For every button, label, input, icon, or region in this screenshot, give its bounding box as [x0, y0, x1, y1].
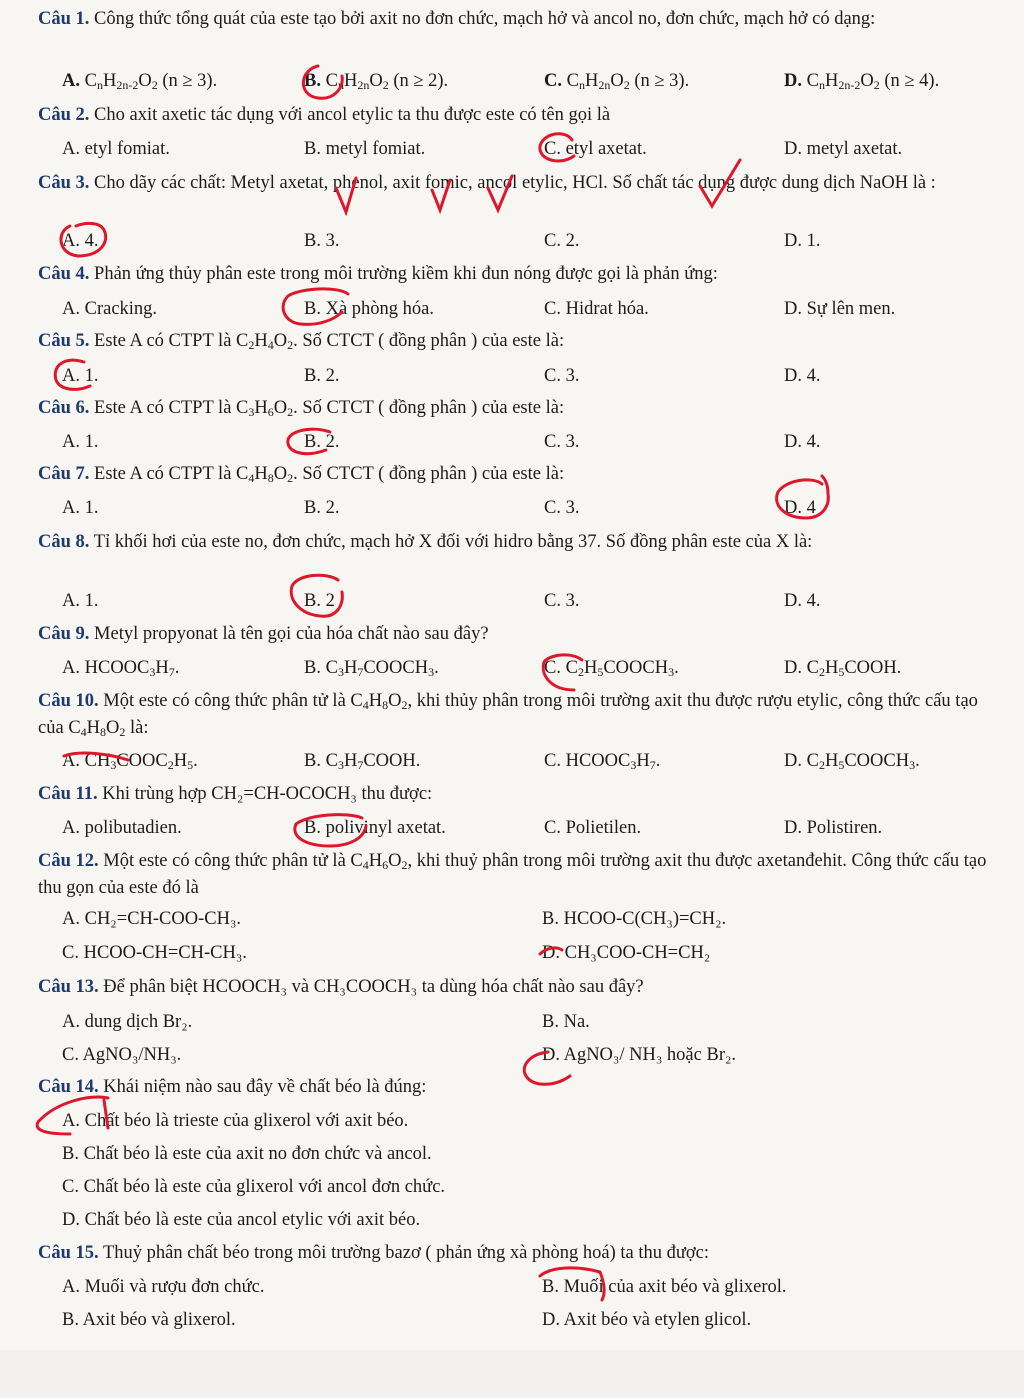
question-12: Câu 12. Một este có công thức phân tử là $C_4H_6O_2$, khi thuỷ phân trong môi trường axit thu được axetanđehit. Công thức cấu tạo thu gọn của este đó là	[38, 851, 987, 898]
question-10-options	[62, 746, 1002, 776]
question-13-options-ab	[62, 1007, 1002, 1037]
question-5: Câu 5. Este A có CTPT là $C_2H_4O_2$. Số CTCT ( đồng phân ) của este là:	[38, 331, 565, 352]
option-d[interactable]: D. 4.	[784, 432, 821, 452]
option-b[interactable]: B. $C_3H_7COOH$.	[304, 751, 421, 772]
option-b[interactable]: B. Chất béo là este của axit no đơn chức và ancol.	[62, 1144, 432, 1164]
option-b[interactable]: B. 2.	[304, 366, 340, 386]
question-1: Câu 1. Công thức tổng quát của este tạo bởi axit no đơn chức, mạch hở và ancol no, đơn chức, mạch hở có dạng:	[38, 9, 876, 29]
question-15-options-ab	[62, 1272, 1002, 1302]
option-a[interactable]: A. 1.	[62, 591, 99, 611]
question-14-option-b	[62, 1139, 1002, 1169]
option-a[interactable]: A. 4.	[62, 231, 99, 251]
question-11: Câu 11. Khi trùng hợp CH₂=CH-OCOCH₃ thu được:	[38, 784, 433, 804]
question-15-options-cd	[62, 1305, 1002, 1335]
option-c[interactable]: C. $C_2H_5COOCH_3$.	[544, 658, 679, 679]
option-d[interactable]: D. $C_2H_5COOCH_3$.	[784, 751, 920, 772]
option-b[interactable]: B. 3.	[304, 231, 340, 251]
question-2: Câu 2. Cho axit axetic tác dụng với ancol etylic ta thu được este có tên gọi là	[38, 105, 611, 125]
option-d[interactable]: D. 4	[784, 498, 816, 518]
question-14-option-c	[62, 1172, 1002, 1202]
option-a[interactable]: A. Muối và rượu đơn chức.	[62, 1277, 265, 1297]
option-a[interactable]: A. $C_nH_{2n-2}O_2$ (n ≥ 3).	[62, 71, 218, 92]
question-4: Câu 4. Phản ứng thủy phân este trong môi trường kiềm khi đun nóng được gọi là phản ứng:	[38, 264, 718, 284]
option-b[interactable]: B. Na.	[542, 1012, 590, 1032]
option-c[interactable]: C. 3.	[544, 366, 580, 386]
question-6-options	[62, 427, 1002, 457]
option-c[interactable]: C. 3.	[544, 432, 580, 452]
option-d[interactable]: D. Axit béo và etylen glicol.	[542, 1310, 752, 1330]
question-7: Câu 7. Este A có CTPT là $C_4H_8O_2$. Số CTCT ( đồng phân ) của este là:	[38, 464, 565, 485]
option-c[interactable]: C. 2.	[544, 231, 580, 251]
option-b[interactable]: B. $C_nH_{2n}O_2$ (n ≥ 2).	[304, 71, 449, 92]
option-c[interactable]: C. $C_nH_{2n}O_2$ (n ≥ 3).	[544, 71, 690, 92]
option-a[interactable]: A. dung dịch Br₂.	[62, 1012, 193, 1032]
question-12-options-cd	[62, 938, 1002, 968]
option-d[interactable]: D. Chất béo là este của ancol etylic với axit béo.	[62, 1210, 421, 1230]
option-b[interactable]: B. 2.	[304, 432, 340, 452]
option-d[interactable]: D. Polistiren.	[784, 818, 883, 838]
option-c[interactable]: C. AgNO₃/NH₃.	[62, 1045, 182, 1065]
question-14: Câu 14. Khái niệm nào sau đây về chất béo là đúng:	[38, 1077, 427, 1097]
option-a[interactable]: A. $CH_3COOC_2H_5$.	[62, 751, 198, 772]
option-c[interactable]: C. 3.	[544, 591, 580, 611]
option-d[interactable]: D. Sự lên men.	[784, 299, 896, 319]
option-a[interactable]: A. Cracking.	[62, 299, 158, 319]
question-3-options	[62, 226, 1002, 256]
question-7-options	[62, 493, 1002, 523]
option-b[interactable]: B. 2	[304, 591, 335, 611]
option-b[interactable]: B. polivinyl axetat.	[304, 818, 446, 838]
option-b[interactable]: B. metyl fomiat.	[304, 139, 426, 159]
question-8-options	[62, 586, 1002, 616]
option-b[interactable]: B. $C_3H_7COOCH_3$.	[304, 658, 439, 679]
option-a[interactable]: A. etyl fomiat.	[62, 139, 170, 159]
question-13: Câu 13. Để phân biệt HCOOCH₃ và CH₃COOCH₃ ta dùng hóa chất nào sau đây?	[38, 977, 644, 997]
question-12-options-ab	[62, 904, 1002, 934]
option-d[interactable]: D. metyl axetat.	[784, 139, 903, 159]
page-bottom-margin	[0, 1350, 1024, 1398]
option-d[interactable]: D. $C_nH_{2n-2}O_2$ (n ≥ 4).	[784, 71, 940, 92]
option-a[interactable]: A. $HCOOC_3H_7$.	[62, 658, 180, 679]
option-c[interactable]: C. Chất béo là este của glixerol với ancol đơn chức.	[62, 1177, 446, 1197]
question-9-options	[62, 653, 1002, 683]
option-b-second[interactable]: B. Axit béo và glixerol.	[62, 1310, 236, 1330]
option-c[interactable]: C. 3.	[544, 498, 580, 518]
option-d[interactable]: D. AgNO₃/ NH₃ hoặc Br₂.	[542, 1045, 737, 1065]
option-d[interactable]: D. 4.	[784, 591, 821, 611]
question-8: Câu 8. Tỉ khối hơi của este no, đơn chức, mạch hở X đối với hidro bằng 37. Số đồng phân este của X là:	[38, 532, 813, 552]
option-a[interactable]: A. Chất béo là trieste của glixerol với axit béo.	[62, 1111, 409, 1131]
question-4-options	[62, 294, 1002, 324]
option-d[interactable]: D. 1.	[784, 231, 821, 251]
option-a[interactable]: A. 1.	[62, 366, 99, 386]
question-1-options	[62, 66, 1002, 96]
question-2-options	[62, 134, 1002, 164]
question-3: Câu 3. Cho dãy các chất: Metyl axetat, phenol, axit fomic, ancol etylic, HCl. Số chất tác dụng được dung dịch NaOH là :	[38, 173, 936, 193]
option-c[interactable]: C. HCOO-CH=CH-CH₃.	[62, 943, 247, 963]
option-a[interactable]: A. polibutadien.	[62, 818, 182, 838]
question-15: Câu 15. Thuỷ phân chất béo trong môi trường bazơ ( phản ứng xà phòng hoá) ta thu được:	[38, 1243, 710, 1263]
question-14-option-a	[62, 1106, 1002, 1136]
option-a[interactable]: A. CH₂=CH-COO-CH₃.	[62, 909, 242, 929]
option-a[interactable]: A. 1.	[62, 498, 99, 518]
question-13-options-cd	[62, 1040, 1002, 1070]
option-c[interactable]: C. Hidrat hóa.	[544, 299, 649, 319]
option-c[interactable]: C. $HCOOC_3H_7$.	[544, 751, 661, 772]
option-b[interactable]: B. HCOO-C(CH₃)=CH₂.	[542, 909, 727, 929]
option-c[interactable]: C. Polietilen.	[544, 818, 642, 838]
question-9: Câu 9. Metyl propyonat là tên gọi của hóa chất nào sau đây?	[38, 624, 489, 644]
question-14-option-d	[62, 1205, 1002, 1235]
question-10: Câu 10. Một este có công thức phân tử là $C_4H_8O_2$, khi thủy phân trong môi trường axit thu được rượu etylic, công thức cấu tạo của $C_4H_8O_2$ là:	[38, 691, 978, 739]
option-d[interactable]: D. CH₃COO-CH=CH₂	[542, 943, 711, 963]
question-11-options	[62, 813, 1002, 843]
question-5-options	[62, 361, 1002, 391]
option-b[interactable]: B. 2.	[304, 498, 340, 518]
option-d[interactable]: D. $C_2H_5COOH$.	[784, 658, 902, 679]
option-c[interactable]: C. etyl axetat.	[544, 139, 647, 159]
option-b[interactable]: B. Xà phòng hóa.	[304, 299, 434, 319]
option-b[interactable]: B. Muối của axit béo và glixerol.	[542, 1277, 787, 1297]
question-6: Câu 6. Este A có CTPT là $C_3H_6O_2$. Số CTCT ( đồng phân ) của este là:	[38, 398, 565, 419]
option-d[interactable]: D. 4.	[784, 366, 821, 386]
option-a[interactable]: A. 1.	[62, 432, 99, 452]
